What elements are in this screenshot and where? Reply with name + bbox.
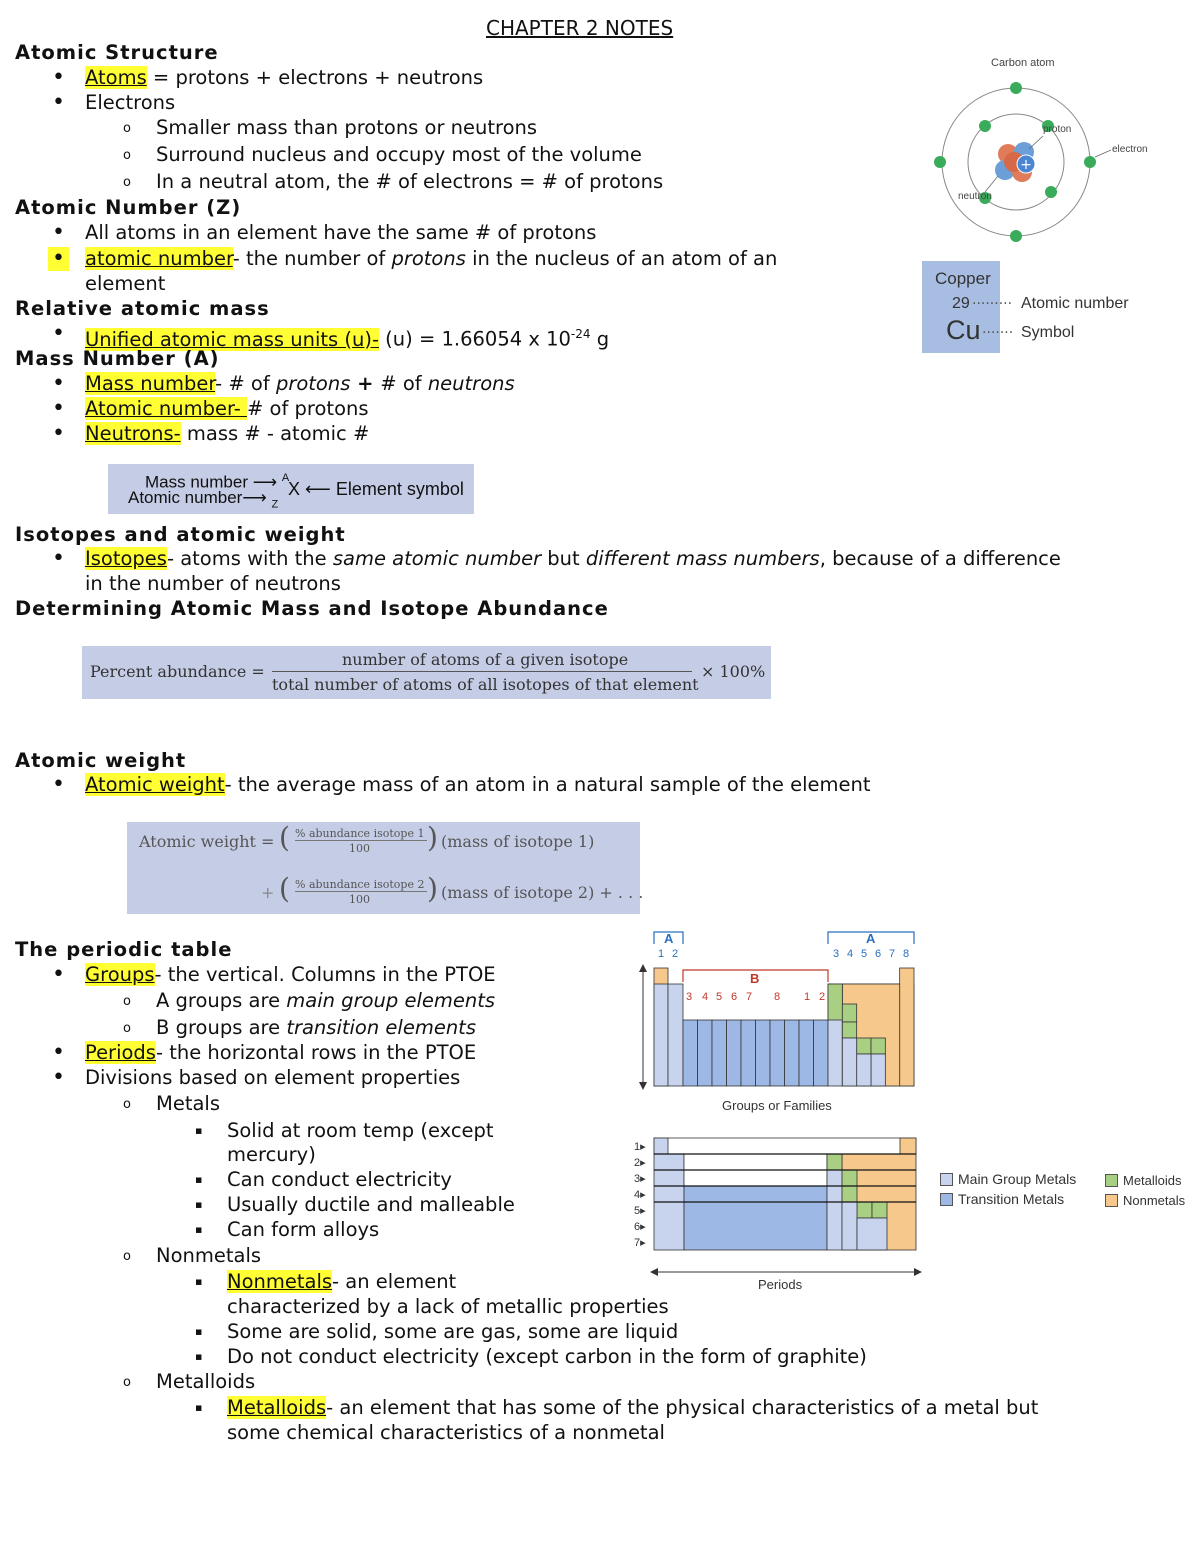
atomic-number-fact: All atoms in an element have the same # of protons	[85, 221, 597, 244]
svg-text:1: 1	[804, 991, 811, 1003]
metalloid-cell	[857, 1202, 872, 1218]
periods-def: Periods- the horizontal rows in the PTOE	[85, 1041, 477, 1064]
atomic-number-def: atomic number- the number of protons in the nucleus of an atom of an	[85, 247, 778, 270]
period-number: 6▸	[634, 1221, 646, 1233]
svg-text:8: 8	[774, 991, 781, 1003]
bullet: •	[52, 65, 65, 90]
fraction-bar	[272, 671, 692, 672]
term-metalloids: Metalloids	[227, 1396, 327, 1419]
period-number: 3▸	[634, 1173, 646, 1185]
group-number: 7	[889, 948, 896, 960]
page-title: CHAPTER 2 NOTES	[486, 16, 674, 40]
sub-sub-bullet: ▪	[195, 1350, 203, 1363]
metalloid-cell	[842, 1170, 857, 1186]
group-column	[668, 984, 683, 1086]
copper-symbol: Cu	[946, 315, 981, 345]
mass-number-label: Mass number ⟶ $^A$	[145, 472, 290, 492]
sub-bullet: o	[123, 1375, 131, 1390]
heading-atomic-weight: Atomic weight	[15, 749, 187, 772]
group-a-left-label: A	[664, 931, 674, 946]
sub-bullet: o	[123, 1249, 131, 1264]
period-row-cell	[654, 1186, 684, 1250]
sub-sub-bullet: ▪	[195, 1401, 203, 1414]
svg-text:6: 6	[731, 991, 738, 1003]
bullet: •	[52, 1065, 65, 1090]
svg-text:4: 4	[702, 991, 709, 1003]
sub-sub-bullet: ▪	[195, 1325, 203, 1338]
metalloid-def: Metalloids- an element that has some of the physical characteristics of a metal but	[227, 1396, 1039, 1419]
period-number: 7▸	[634, 1237, 646, 1249]
abundance-denominator: total number of atoms of all isotopes of that element	[272, 675, 699, 694]
group-column	[799, 1020, 814, 1086]
term-atomic-weight: Atomic weight	[85, 773, 225, 796]
legend-nonmetals: Nonmetals	[1123, 1193, 1186, 1208]
electron-fact: Surround nucleus and occupy most of the volume	[156, 143, 642, 166]
group-column	[871, 1054, 885, 1086]
groups-caption: Groups or Families	[722, 1098, 832, 1113]
nuclide-notation-figure	[108, 464, 474, 514]
group-column	[756, 1020, 771, 1086]
amu-line: Unified atomic mass units (u)- (u) = 1.66054 x $10^{-24}$ g	[85, 327, 610, 351]
heading-atomic-number: Atomic Number (Z)	[15, 196, 242, 219]
weight-num2: % abundance isotope 2	[295, 878, 425, 891]
legend-main-group: Main Group Metals	[958, 1171, 1077, 1187]
svg-text:+: +	[1020, 157, 1032, 173]
bullet: •	[52, 1040, 65, 1065]
abundance-numerator: number of atoms of a given isotope	[342, 650, 629, 669]
metal-property: Can conduct electricity	[227, 1168, 452, 1191]
term-amu: Unified atomic mass units (u)-	[85, 327, 379, 351]
group-number: 3	[833, 948, 840, 960]
heading-periodic-table: The periodic table	[15, 938, 233, 961]
metal-property: Solid at room temp (except	[227, 1119, 494, 1142]
bullet: •	[52, 772, 65, 797]
nonmetal-def: Nonmetals- an element	[227, 1270, 457, 1293]
bullet: •	[52, 220, 65, 245]
divisions-line: Divisions based on element properties	[85, 1066, 461, 1089]
group-number: 2	[672, 948, 679, 960]
heading-relative-atomic-mass: Relative atomic mass	[15, 297, 270, 320]
bullet: •	[52, 421, 65, 446]
weight-mass2: (mass of isotope 2) + . . .	[441, 883, 644, 902]
group-column	[770, 1020, 785, 1086]
weight-den1: 100	[349, 842, 370, 855]
sub-sub-bullet: ▪	[195, 1124, 203, 1137]
carbon-atom-title: Carbon atom	[991, 57, 1055, 69]
metal-property-cont: mercury)	[227, 1143, 316, 1166]
legend-swatch-metalloids	[1105, 1174, 1118, 1187]
periods-figure	[630, 1132, 925, 1297]
copper-name: Copper	[935, 269, 991, 288]
abundance-lhs: Percent abundance =	[90, 662, 265, 681]
atomic-number-label: Atomic number⟶ $_Z$	[128, 488, 279, 511]
electrons-line: Electrons	[85, 91, 176, 114]
heading-isotopes: Isotopes and atomic weight	[15, 523, 346, 546]
heading-mass-number: Mass Number (A)	[15, 347, 220, 370]
sub-bullet: o	[123, 1097, 131, 1112]
metalloid-cell	[872, 1202, 887, 1218]
heading-atomic-structure: Atomic Structure	[15, 41, 219, 64]
sub-bullet: o	[123, 148, 131, 163]
group-number: 1	[658, 948, 665, 960]
bullet: •	[48, 247, 69, 271]
weight-plus: +	[261, 883, 275, 902]
metal-property: Usually ductile and malleable	[227, 1193, 515, 1216]
bullet: •	[52, 546, 65, 571]
svg-text:2: 2	[819, 991, 826, 1003]
isotopes-def-cont: in the number of neutrons	[85, 572, 341, 595]
group-number: 6	[875, 948, 882, 960]
sub-sub-bullet: ▪	[195, 1223, 203, 1236]
sub-sub-bullet: ▪	[195, 1198, 203, 1211]
bullet: •	[52, 321, 65, 346]
nonmetals-line: Nonmetals	[156, 1244, 262, 1267]
mass-number-def: Mass number- # of protons + # of neutrons	[85, 372, 515, 395]
atomic-weight-def: Atomic weight- the average mass of an atom in a natural sample of the element	[85, 773, 871, 796]
groups-def: Groups- the vertical. Columns in the PTOE	[85, 963, 496, 986]
bullet: •	[52, 371, 65, 396]
term-nonmetals: Nonmetals	[227, 1270, 333, 1293]
term-neutrons: Neutrons-	[85, 422, 181, 445]
metalloid-cell	[827, 1154, 842, 1170]
neutrons-line: Neutrons- mass # - atomic #	[85, 422, 370, 445]
metalloid-cell	[828, 984, 842, 1020]
metal-property: Can form alloys	[227, 1218, 380, 1241]
group-column	[900, 968, 914, 1086]
group-b-label: B	[750, 971, 760, 986]
period-row	[654, 1138, 916, 1154]
bullet: •	[52, 396, 65, 421]
sub-bullet: o	[123, 121, 131, 136]
copper-atomic-number: 29	[952, 295, 970, 312]
sub-bullet: o	[123, 994, 131, 1009]
sub-bullet: o	[123, 1021, 131, 1036]
symbol-pointer-label: Symbol	[1021, 324, 1075, 341]
a-groups-line: A groups are main group elements	[156, 989, 496, 1012]
period-row-cell	[857, 1218, 887, 1250]
group-column	[698, 1020, 713, 1086]
nonmetal-property: Do not conduct electricity (except carbon in the form of graphite)	[227, 1345, 867, 1368]
element-symbol-label: X ⟵ Element symbol	[288, 479, 464, 499]
period-number: 4▸	[634, 1189, 646, 1201]
sub-sub-bullet: ▪	[195, 1173, 203, 1186]
nonmetal-property: Some are solid, some are gas, some are liquid	[227, 1320, 679, 1343]
periods-caption: Periods	[758, 1277, 803, 1292]
neutron-label: neutron	[958, 191, 992, 202]
group-number: 5	[861, 948, 868, 960]
metalloid-cell	[842, 1022, 856, 1038]
groups-figure	[636, 926, 926, 1121]
group-column	[654, 984, 668, 1086]
group-column	[683, 1020, 698, 1086]
heading-isotope-abundance: Determining Atomic Mass and Isotope Abundance	[15, 597, 609, 620]
weight-num1: % abundance isotope 1	[295, 827, 425, 840]
group-column	[785, 1020, 800, 1086]
svg-text:3: 3	[686, 991, 693, 1003]
period-number: 1▸	[634, 1141, 646, 1153]
period-number: 5▸	[634, 1205, 646, 1217]
metalloid-cell	[857, 1038, 871, 1054]
sub-sub-bullet: ▪	[195, 1275, 203, 1288]
metalloid-cell	[842, 1004, 856, 1022]
term-isotopes: Isotopes	[85, 547, 167, 570]
group-number: 8	[903, 948, 910, 960]
electron-fact: Smaller mass than protons or neutrons	[156, 116, 538, 139]
period-row-cell	[900, 1138, 916, 1154]
group-column	[727, 1020, 742, 1086]
weight-mass1: (mass of isotope 1)	[441, 832, 595, 851]
metalloid-cell	[842, 1186, 857, 1202]
svg-text:7: 7	[746, 991, 753, 1003]
weight-lhs: Atomic weight =	[139, 832, 275, 851]
svg-text:5: 5	[716, 991, 723, 1003]
electron-label: electron	[1112, 144, 1148, 155]
nonmetal-def-cont: characterized by a lack of metallic properties	[227, 1295, 669, 1318]
group-column	[814, 1020, 829, 1086]
atomic-number-def-cont: element	[85, 272, 166, 295]
atomic-weight-formula: Atomic weight = ( % abundance isotope 1 100 ) (mass of isotope 1) + ( % abundance isotope 2 100 ) (mass of isotope 2) + . . .	[127, 822, 640, 914]
term-mass-number: Mass number	[85, 372, 216, 395]
term-atomic-number-2: Atomic number-	[85, 397, 247, 420]
term-atoms: Atoms	[85, 66, 147, 89]
atoms-line: Atoms = protons + electrons + neutrons	[85, 66, 484, 89]
nucleus-icon	[995, 142, 1035, 182]
term-periods: Periods	[85, 1041, 156, 1064]
isotopes-def: Isotopes- atoms with the same atomic number but different mass numbers, because of a difference	[85, 547, 1061, 570]
group-column	[857, 1054, 871, 1086]
legend-transition: Transition Metals	[958, 1191, 1065, 1207]
transition-block	[684, 1186, 827, 1250]
b-groups-line: B groups are transition elements	[156, 1016, 476, 1039]
metals-line: Metals	[156, 1092, 220, 1115]
term-groups: Groups	[85, 963, 155, 986]
group-a-right-label: A	[866, 931, 876, 946]
sub-bullet: o	[123, 175, 131, 190]
group-number: 4	[847, 948, 854, 960]
weight-den2: 100	[349, 893, 370, 906]
percent-abundance-formula	[82, 646, 771, 699]
group-column	[842, 1038, 856, 1086]
atomic-number-line: Atomic number- # of protons	[85, 397, 369, 420]
metalloid-cell	[871, 1038, 885, 1054]
group-column	[741, 1020, 756, 1086]
metalloid-def-cont: some chemical characteristics of a nonmetal	[227, 1421, 665, 1444]
bullet: •	[52, 962, 65, 987]
period-row-cell	[842, 1202, 857, 1250]
period-number: 2▸	[634, 1157, 646, 1169]
proton-label: proton	[1043, 124, 1072, 135]
carbon-atom-figure	[925, 52, 1165, 247]
group-column	[712, 1020, 727, 1086]
period-row-cell	[654, 1138, 668, 1154]
metalloids-line: Metalloids	[156, 1370, 256, 1393]
legend-swatch-nonmetals	[1105, 1194, 1118, 1207]
legend-swatch-transition	[940, 1193, 953, 1206]
legend-swatch-main-group	[940, 1173, 953, 1186]
electron-fact: In a neutral atom, the # of electrons = # of protons	[156, 170, 664, 193]
term-atomic-number: atomic number	[85, 247, 233, 270]
bullet: •	[52, 90, 65, 115]
atomic-number-pointer-label: Atomic number	[1021, 295, 1129, 312]
legend-metalloids: Metalloids	[1123, 1173, 1182, 1188]
abundance-times: × 100%	[701, 662, 766, 681]
